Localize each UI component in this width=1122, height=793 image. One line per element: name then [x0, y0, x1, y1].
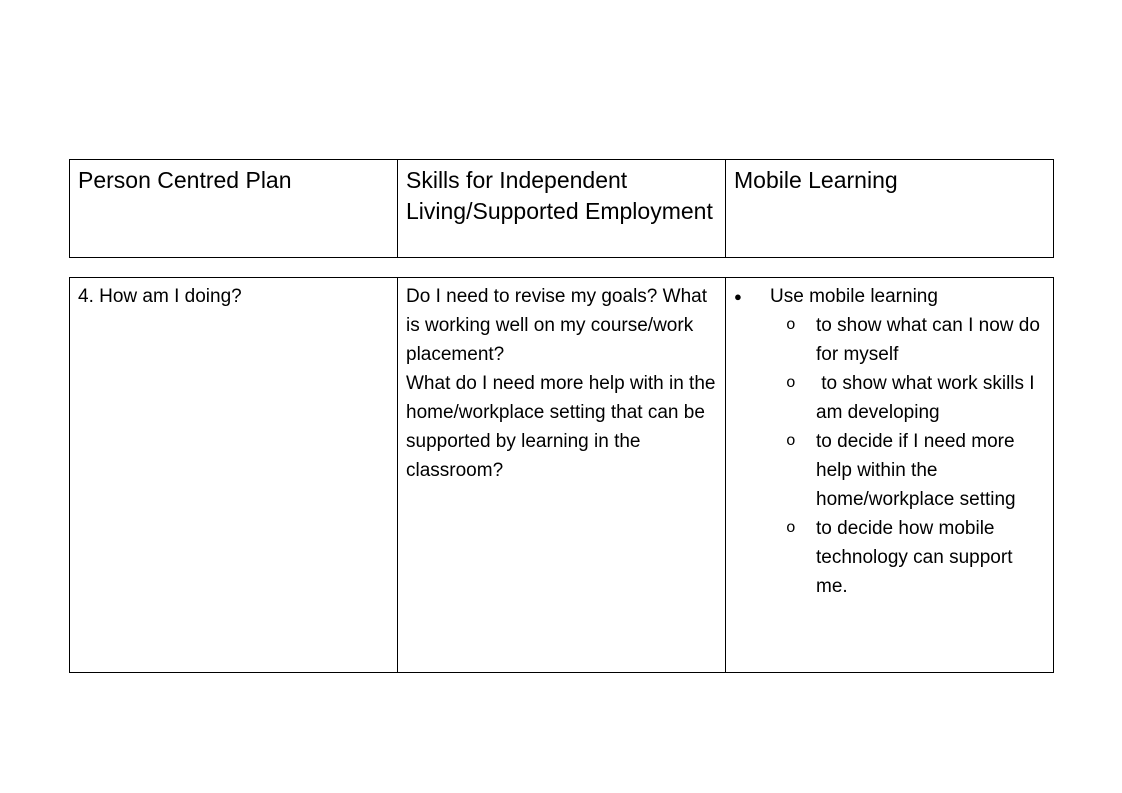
circle-bullet-icon: o	[786, 316, 796, 334]
sub-item-text: to decide if I need more help within the home/workplace setting	[816, 431, 1016, 510]
header-table	[69, 159, 1054, 258]
header-mobile-learning: Mobile Learning	[726, 160, 1054, 258]
content-table	[69, 277, 1054, 673]
sub-list	[734, 311, 1045, 601]
circle-bullet-icon: o	[786, 519, 796, 537]
sub-item-text: to show what can I now do for myself	[816, 315, 1040, 365]
bullet-text: Use mobile learning	[770, 286, 938, 307]
content-row	[70, 278, 1054, 673]
skills-paragraph: What do I need more help with in the home/workplace setting that can be supported by learning in the classroom?	[406, 373, 716, 481]
sub-list-item	[786, 427, 1045, 514]
sub-item-text: to show what work skills I am developing	[816, 373, 1040, 423]
bullet-item	[734, 282, 1045, 311]
skills-cell	[398, 278, 726, 673]
skills-paragraph: Do I need to revise my goals? What is working well on my course/work placement?	[406, 286, 707, 365]
bullet-icon: ●	[734, 289, 742, 304]
header-row	[70, 160, 1054, 258]
header-skills: Skills for Independent Living/Supported Employment	[398, 160, 726, 258]
sub-list-item	[786, 369, 1045, 427]
header-person-centred-plan: Person Centred Plan	[70, 160, 398, 258]
sub-list-item	[786, 514, 1045, 601]
circle-bullet-icon: o	[786, 432, 796, 450]
sub-list-item	[786, 311, 1045, 369]
sub-item-text: to decide how mobile technology can support me.	[816, 518, 1013, 597]
circle-bullet-icon: o	[786, 374, 796, 392]
step-question-cell: 4. How am I doing?	[70, 278, 398, 673]
mobile-learning-cell	[726, 278, 1054, 673]
